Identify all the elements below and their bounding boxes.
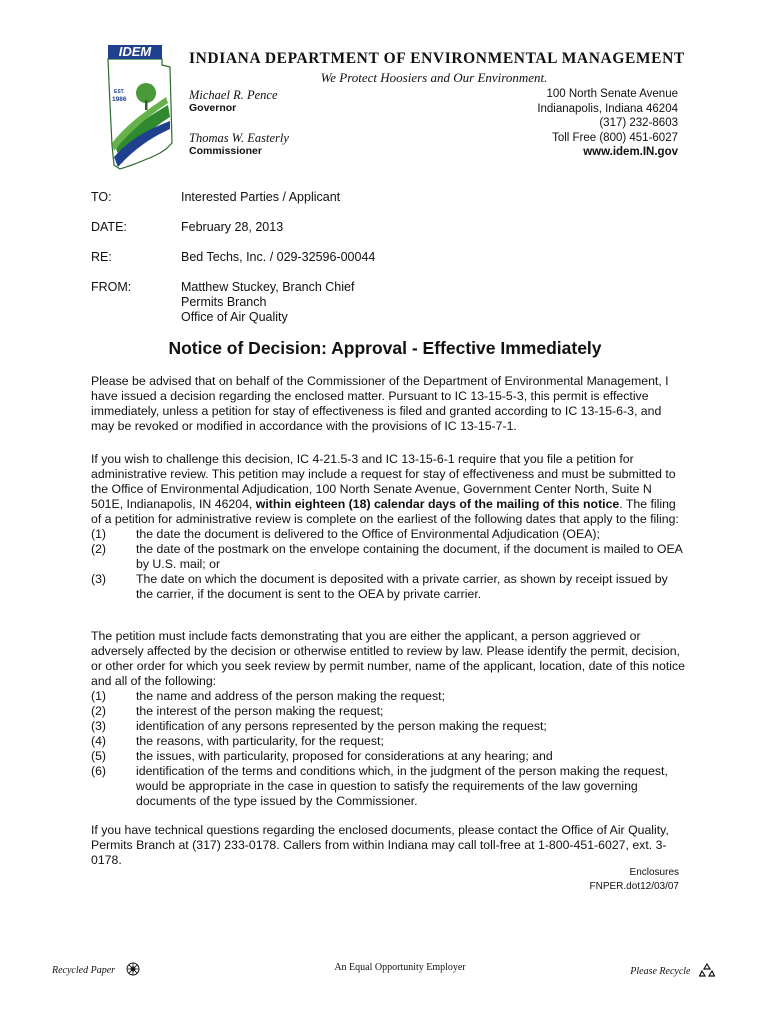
logo-est: EST. [114, 89, 125, 95]
recycle-arrows-icon [699, 962, 715, 981]
enclosures-label: Enclosures [629, 867, 679, 878]
re-label: RE: [91, 250, 112, 264]
list-item: (5) the issues, with particularity, proposed for considerations at any hearing; and [91, 749, 553, 763]
list-item: (3) identification of any persons represented by the person making the request; [91, 719, 547, 733]
footer-please-recycle [630, 962, 715, 981]
list-item: (3) The date on which the document is deposited with a private carrier, as shown by receipt issued by the carrier, if the document is sent to the OEA by private carrier. [91, 572, 668, 601]
governor-name: Michael R. Pence [189, 88, 278, 102]
agency-name: INDIANA DEPARTMENT OF ENVIRONMENTAL MANAGEMENT [189, 50, 685, 67]
date-label: DATE: [91, 220, 127, 234]
petition-intro: The petition must include facts demonstrating that you are either the applicant, a person aggrieved or adversely affected by the decision or otherwise entitled to review by law. Please identify the permit, decision, or other order for which you seek review by permit number, name of the applicant, location, date of this notice and all of the following: [91, 629, 685, 688]
list-item: (2) the date of the postmark on the envelope containing the document, if the document is mailed to OEA by U.S. mail; or [91, 542, 683, 571]
from-value [181, 280, 681, 324]
paragraph-advisement: Please be advised that on behalf of the Commissioner of the Department of Environmental Management, I have issued a decision regarding the enclosed matter. Pursuant to IC 13-15-5-3, this permit is effective immediately, unless a petition for stay of effectiveness is filed and granted according to IC 13-15-6-3, and may be revoked or modified in accordance with the provisions of IC 13-15-7-1. [91, 374, 669, 433]
phone: (317) 232-8603 [599, 117, 678, 130]
date-value: February 28, 2013 [181, 220, 284, 234]
tagline: We Protect Hoosiers and Our Environment. [320, 70, 548, 85]
form-code: FNPER.dot12/03/07 [589, 881, 679, 892]
re-value: Bed Techs, Inc. / 029-32596-00044 [181, 250, 376, 264]
list-item: (6) identification of the terms and conditions which, in the judgment of the person making the request, would be appropriate in the case in question to satisfy the requirements of the law governing documents of the type issued by the Commissioner. [91, 764, 668, 808]
governor-title: Governor [189, 102, 237, 114]
to-value: Interested Parties / Applicant [181, 190, 341, 204]
deadline-bold: within eighteen (18) calendar days of the mailing of this notice [255, 497, 620, 511]
challenge-text: If you wish to challenge this decision, IC 4-21.5-3 and IC 13-15-6-1 require that you file a petition for administrative review. This petition may include a request for stay of effectiveness and must be submitted to the Office of Environmental Adjudication, 100 North Senate Avenue, Government Center North, Suite N 501E, Indianapolis, IN 46204, within eighteen (18) calendar days of the mailing of this notice. The filing of a petition for administrative review is complete on the earliest of the following dates that apply to the filing: [91, 452, 679, 526]
from-line: Matthew Stuckey, Branch Chief [181, 280, 355, 294]
address-line: Indianapolis, Indiana 46204 [537, 102, 678, 115]
commissioner-title: Commissioner [189, 145, 262, 157]
website-link[interactable]: www.idem.IN.gov [583, 146, 678, 159]
from-line: Permits Branch [181, 294, 267, 309]
list-item: (2) the interest of the person making the request; [91, 704, 384, 718]
please-recycle-text: Please Recycle [630, 965, 691, 977]
paragraph-petition [91, 629, 685, 809]
footer-equal-opportunity: An Equal Opportunity Employer [334, 962, 466, 973]
logo-idem-text: IDEM [108, 45, 162, 59]
idem-logo [102, 45, 180, 173]
list-item: (1) the name and address of the person making the request; [91, 689, 445, 703]
to-label: TO: [91, 190, 112, 204]
paragraph-challenge [91, 452, 685, 602]
logo-year: 1986 [112, 96, 127, 103]
indiana-map-icon [102, 45, 180, 173]
toll-free: Toll Free (800) 451-6027 [552, 131, 678, 144]
from-label: FROM: [91, 280, 132, 294]
paragraph-contact: If you have technical questions regarding the enclosed documents, please contact the Office of Air Quality, Permits Branch at (317) 233-0178. Callers from within Indiana may call toll-free at 1-800-451-6027, ext. 3-0178. [91, 823, 669, 867]
commissioner-name: Thomas W. Easterly [189, 131, 289, 145]
notice-title: Notice of Decision: Approval - Effective Immediately [168, 338, 602, 358]
list-item: (1) the date the document is delivered to the Office of Environmental Adjudication (OEA); [91, 527, 600, 541]
list-item: (4) the reasons, with particularity, for the request; [91, 734, 384, 748]
enclosures [590, 866, 680, 894]
agency-address [458, 87, 678, 160]
from-line: Office of Air Quality [181, 309, 288, 324]
recycled-paper-text: Recycled Paper [52, 964, 116, 976]
address-line: 100 North Senate Avenue [546, 88, 678, 100]
